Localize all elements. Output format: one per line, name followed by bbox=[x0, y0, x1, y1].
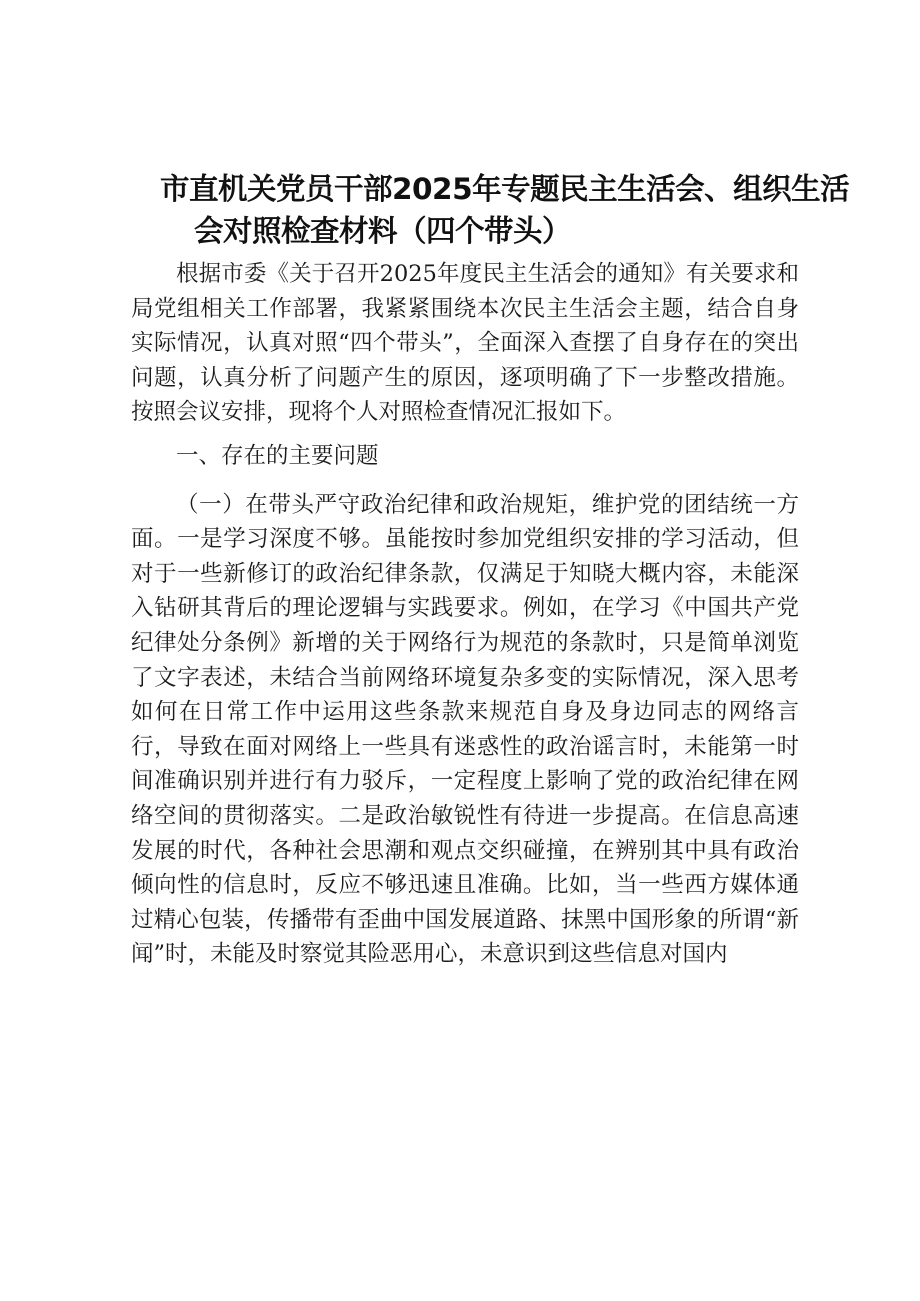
title-line-2: 会对照检查材料（四个带头） bbox=[194, 214, 572, 248]
title-line-1: 市直机关党员干部2025年专题民主生活会、组织生活 bbox=[160, 172, 850, 206]
subsection-paragraph-1: （一）在带头严守政治纪律和政治规矩，维护党的团结统一方面。一是学习深度不够。虽能按时参加党组织安排的学习活动，但对于一些新修订的政治纪律条款，仅满足于知晓大概内容，未能深入钻研其背后的理论逻辑与实践要求。例如，在学习《中国共产党纪律处分条例》新增的关于网络行为规范的条款时，只是简单浏览了文字表述，未结合当前网络环境复杂多变的实际情况，深入思考如何在日常工作中运用这些条款来规范自身及身边同志的网络言行，导致在面对网络上一些具有迷惑性的政治谣言时，未能第一时间准确识别并进行有力驳斥，一定程度上影响了党的政治纪律在网络空间的贯彻落实。二是政治敏锐性有待进一步提高。在信息高速发展的时代，各种社会思潮和观点交织碰撞，在辨别其中具有政治倾向性的信息时，反应不够迅速且准确。比如，当一些西方媒体通过精心包装，传播带有歪曲中国发展道路、抹黑中国形象的所谓“新闻”时，未能及时察觉其险恶用心，未意识到这些信息对国内 bbox=[131, 491, 799, 968]
section-heading-problems: 一、存在的主要问题 bbox=[176, 442, 379, 469]
intro-paragraph: 根据市委《关于召开2025年度民主生活会的通知》有关要求和局党组相关工作部署，我紧紧围绕本次民主生活会主题，结合自身实际情况，认真对照“四个带头”，全面深入查摆了自身存在的突出问题，认真分析了问题产生的原因，逐项明确了下一步整改措施。按照会议安排，现将个人对照检查情况汇报如下。 bbox=[131, 261, 799, 426]
document-body bbox=[131, 257, 799, 972]
document-title bbox=[160, 168, 850, 252]
